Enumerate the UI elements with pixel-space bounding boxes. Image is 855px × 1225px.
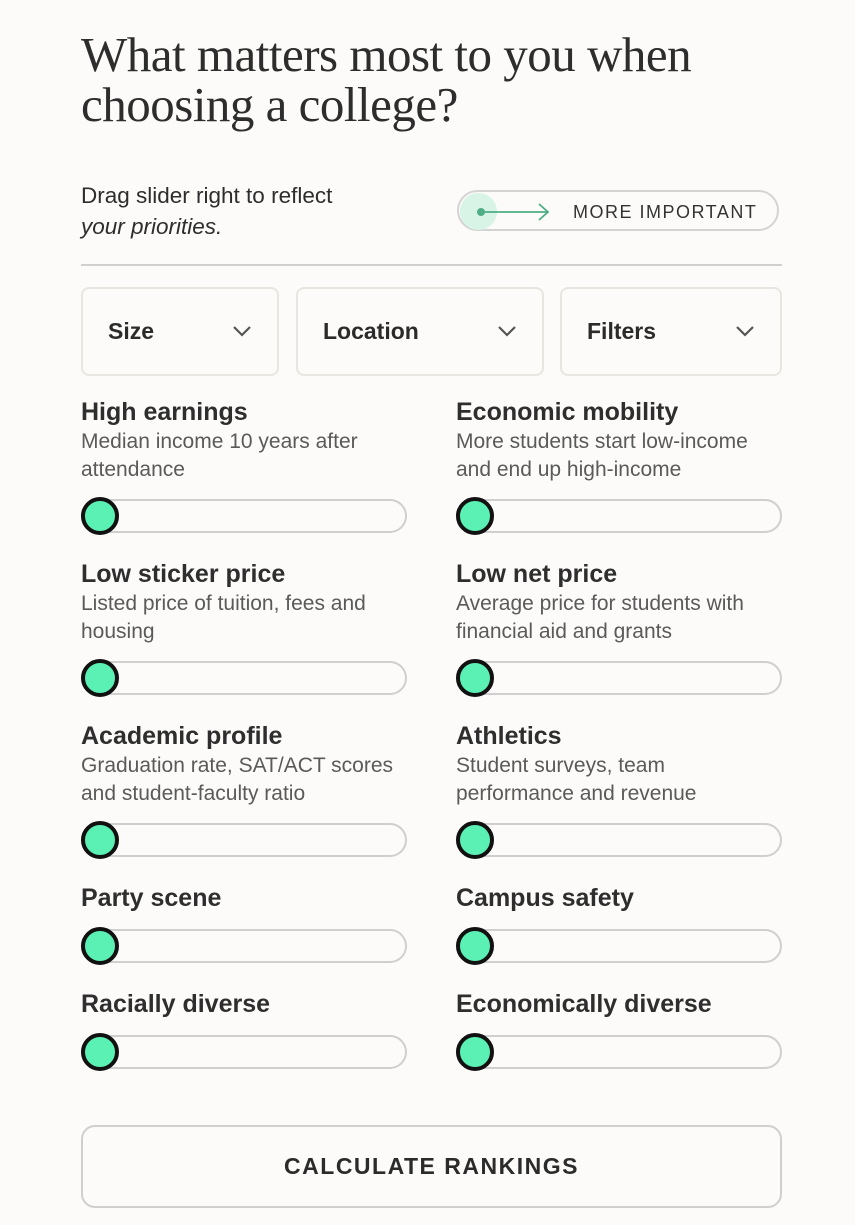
party-scene-slider[interactable] (81, 929, 407, 963)
factor-title: Low sticker price (81, 560, 286, 588)
instructions (81, 180, 421, 242)
chevron-down-icon (232, 324, 252, 338)
size-dropdown[interactable] (81, 287, 279, 376)
instructions-line-1: Drag slider right to reflect (81, 183, 333, 208)
slider-track (81, 823, 407, 857)
factor-title: Economically diverse (456, 990, 712, 1018)
slider-thumb[interactable] (456, 659, 494, 697)
academic-profile-slider[interactable] (81, 823, 407, 857)
slider-track (81, 1035, 407, 1069)
slider-thumb[interactable] (81, 1033, 119, 1071)
size-dropdown-label: Size (108, 318, 155, 344)
slider-thumb[interactable] (81, 927, 119, 965)
calculate-rankings-button[interactable]: CALCULATE RANKINGS (81, 1125, 782, 1208)
slider-track (456, 929, 782, 963)
low-sticker-price-slider[interactable] (81, 661, 407, 695)
chevron-down-icon (735, 324, 755, 338)
slider-track (456, 823, 782, 857)
factor-title: Academic profile (81, 722, 283, 750)
filters-dropdown[interactable] (560, 287, 782, 376)
slider-thumb[interactable] (456, 821, 494, 859)
high-earnings-slider[interactable] (81, 499, 407, 533)
factor-description: Average price for students with financial aid and grants (456, 592, 744, 643)
factor-title: Racially diverse (81, 990, 271, 1018)
slider-track (81, 499, 407, 533)
location-dropdown[interactable] (296, 287, 544, 376)
slider-track (81, 929, 407, 963)
location-dropdown-label: Location (323, 318, 419, 344)
athletics-slider[interactable] (456, 823, 782, 857)
factor-description: Listed price of tuition, fees and housing (81, 592, 366, 643)
chevron-down-icon (497, 324, 517, 338)
slider-thumb[interactable] (81, 497, 119, 535)
slider-track (456, 1035, 782, 1069)
factor-description: More students start low-income and end up high-income (456, 430, 748, 481)
instructions-line-2: your priorities. (81, 214, 223, 239)
filters-dropdown-label: Filters (587, 318, 657, 344)
slider-thumb[interactable] (456, 497, 494, 535)
slider-track (456, 499, 782, 533)
economic-mobility-slider[interactable] (456, 499, 782, 533)
legend-label: MORE IMPORTANT (573, 202, 758, 222)
slider-thumb[interactable] (81, 821, 119, 859)
factor-title: Economic mobility (456, 398, 679, 426)
factor-description: Student surveys, team performance and revenue (456, 754, 697, 805)
slider-track (456, 661, 782, 695)
arrow-right-icon (476, 201, 554, 223)
campus-safety-slider[interactable] (456, 929, 782, 963)
factor-title: High earnings (81, 398, 248, 426)
factor-title: Low net price (456, 560, 618, 588)
factor-title: Athletics (456, 722, 562, 750)
factor-title: Campus safety (456, 884, 634, 912)
factor-description: Graduation rate, SAT/ACT scores and student-faculty ratio (81, 754, 394, 805)
divider (81, 264, 782, 266)
importance-legend (457, 190, 779, 231)
factor-description: Median income 10 years after attendance (81, 430, 358, 481)
racially-diverse-slider[interactable] (81, 1035, 407, 1069)
slider-track (81, 661, 407, 695)
page-title: What matters most to you when choosing a college? (81, 27, 692, 132)
slider-thumb[interactable] (456, 1033, 494, 1071)
factor-title: Party scene (81, 884, 222, 912)
low-net-price-slider[interactable] (456, 661, 782, 695)
slider-thumb[interactable] (456, 927, 494, 965)
economically-diverse-slider[interactable] (456, 1035, 782, 1069)
slider-thumb[interactable] (81, 659, 119, 697)
